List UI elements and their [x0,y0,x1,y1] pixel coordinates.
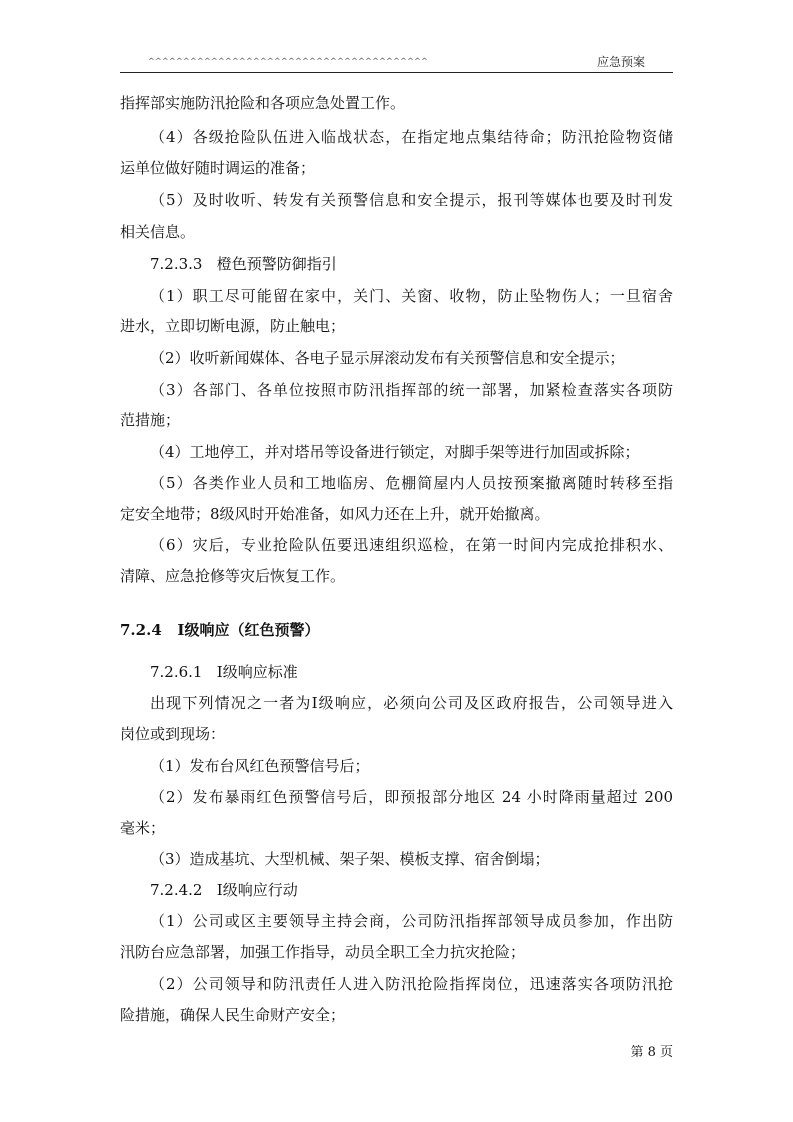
page-number: 第 8 页 [630,1045,673,1060]
subsection-heading: 7.2.4.2 Ⅰ级响应行动 [150,881,298,899]
body-line: 运单位做好随时调运的准备； [120,159,316,177]
body-line: （4）工地停工，并对塔吊等设备进行锁定，对脚手架等进行加固或拆除； [150,443,640,461]
body-line: 指挥部实施防汛抢险和各项应急处置工作。 [120,94,406,112]
body-line: 范措施； [120,411,181,429]
body-line: （1）发布台风红色预警信号后； [150,757,370,775]
subsection-heading: 7.2.3.3 橙色预警防御指引 [150,255,337,273]
body-line: 定安全地带；8级风时开始准备，如风力还在上升，就开始撤离。 [120,505,550,523]
body-line: （3）各部门、各单位按照市防汛指挥部的统一部署，加紧检查落实各项防 [150,381,673,399]
body-line: （5）各类作业人员和工地临房、危棚简屋内人员按预案撤离随时转移至指 [150,474,673,492]
header-title: 应急预案 [597,55,646,69]
header-rule [120,72,673,73]
body-line: 毫米； [120,819,166,837]
body-line: （2）公司领导和防汛责任人进入防汛抢险指挥岗位，迅速落实各项防汛抢 [150,975,673,993]
header-decoration: ^^^^^^^^^^^^^^^^^^^^^^^^^^^^^^^^^^^^^^^^ [148,57,429,66]
body-line: 出现下列情况之一者为Ⅰ级响应，必须向公司及区政府报告，公司领导进入 [150,694,673,712]
section-heading: 7.2.4 Ⅰ级响应（红色预警） [120,621,320,639]
body-line: 汛防台应急部署，加强工作指导，动员全职工全力抗灾抢险； [120,943,526,961]
body-line: （6）灾后，专业抢险队伍要迅速组织巡检，在第一时间内完成抢排积水、 [150,536,673,554]
body-line: 险措施，确保人民生命财产安全； [120,1006,346,1024]
body-line: 岗位或到现场： [120,725,226,743]
body-line: （2）发布暴雨红色预警信号后，即预报部分地区 24 小时降雨量超过 200 [150,788,673,806]
body-line: 清障、应急抢修等灾后恢复工作。 [120,567,346,585]
subsection-heading: 7.2.6.1 Ⅰ级响应标准 [150,663,298,681]
body-line: （2）收听新闻媒体、各电子显示屏滚动发布有关预警信息和安全提示； [150,349,625,367]
body-line: （1）职工尽可能留在家中，关门、关窗、收物，防止坠物伤人；一旦宿舍 [150,287,673,305]
body-line: （1）公司或区主要领导主持会商，公司防汛指挥部领导成员参加，作出防 [150,912,673,930]
body-line: 进水，立即切断电源，防止触电； [120,317,346,335]
body-line: （3）造成基坑、大型机械、架子架、模板支撑、宿舍倒塌； [150,850,550,868]
body-line: （5）及时收听、转发有关预警信息和安全提示，报刊等媒体也要及时刊发 [150,191,673,209]
body-line: （4）各级抢险队伍进入临战状态，在指定地点集结待命；防汛抢险物资储 [150,128,673,146]
body-line: 相关信息。 [120,223,196,241]
